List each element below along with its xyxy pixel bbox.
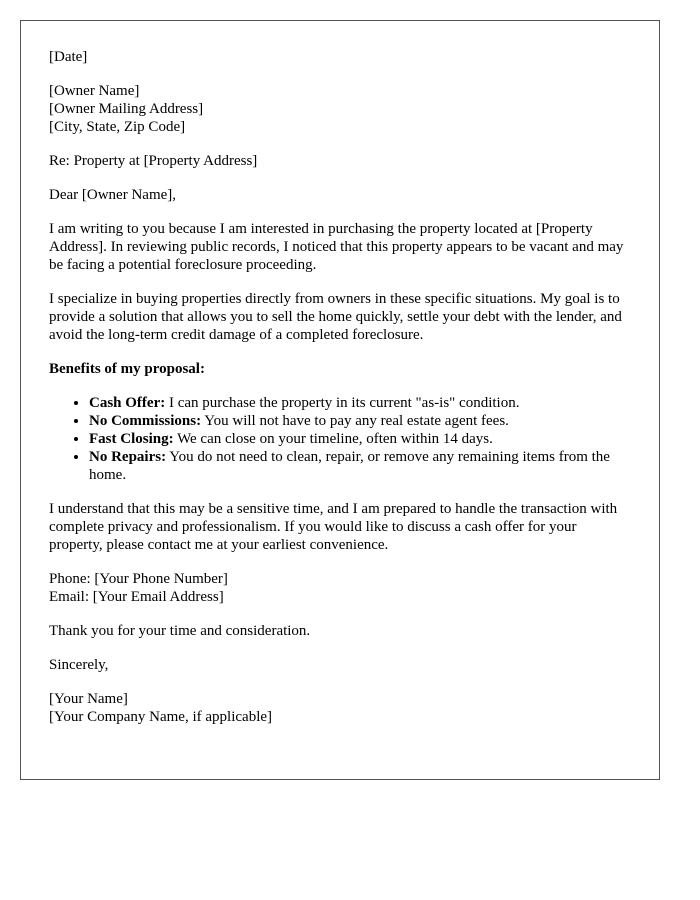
list-item (89, 412, 631, 430)
contact-email: Email: [Your Email Address] (49, 589, 224, 605)
salutation: Dear [Owner Name], (49, 187, 177, 203)
list-item (89, 430, 631, 448)
re-line: Re: Property at [Property Address] (49, 153, 258, 169)
letter (20, 20, 660, 780)
contact-phone: Phone: [Your Phone Number] (49, 571, 228, 587)
signature-name: [Your Name] (49, 691, 128, 707)
benefit-text: We can close on your timeline, often within 14 days. (173, 431, 493, 447)
list-item (89, 394, 631, 412)
owner-mailing-address: [Owner Mailing Address] (49, 101, 204, 117)
specialty-paragraph: I specialize in buying properties directly from owners in these specific situations. My goal is to provide a solution that allows you to sell the home quickly, settle your debt with the lender, and avoid the long-term credit damage of a completed foreclosure. (49, 291, 622, 343)
list-item (89, 448, 631, 484)
thanks-line: Thank you for your time and consideration. (49, 623, 311, 639)
intro-paragraph: I am writing to you because I am interested in purchasing the property located at [Property Address]. In reviewing public records, I noticed that this property appears to be vacant and may be facing a potential foreclosure proceeding. (49, 221, 624, 273)
benefits-heading: Benefits of my proposal: (49, 361, 205, 377)
owner-address-block (49, 82, 631, 136)
closing-paragraph: I understand that this may be a sensitive time, and I am prepared to handle the transaction with complete privacy and professionalism. If you would like to discuss a cash offer for your property, please contact me at your earliest convenience. (49, 501, 618, 553)
signature-block (49, 690, 631, 726)
benefit-label: No Commissions: (89, 413, 202, 429)
benefit-label: Cash Offer: (89, 395, 166, 411)
owner-name: [Owner Name] (49, 83, 140, 99)
contact-block (49, 570, 631, 606)
owner-city-state-zip: [City, State, Zip Code] (49, 119, 186, 135)
benefit-text: You do not need to clean, repair, or remove any remaining items from the home. (89, 449, 610, 483)
benefit-text: I can purchase the property in its current "as-is" condition. (165, 395, 520, 411)
sign-off: Sincerely, (49, 657, 109, 673)
letter-date: [Date] (49, 49, 88, 65)
signature-company: [Your Company Name, if applicable] (49, 709, 273, 725)
benefits-list (49, 394, 631, 484)
benefit-text: You will not have to pay any real estate agent fees. (201, 413, 509, 429)
benefit-label: No Repairs: (89, 449, 167, 465)
benefit-label: Fast Closing: (89, 431, 174, 447)
